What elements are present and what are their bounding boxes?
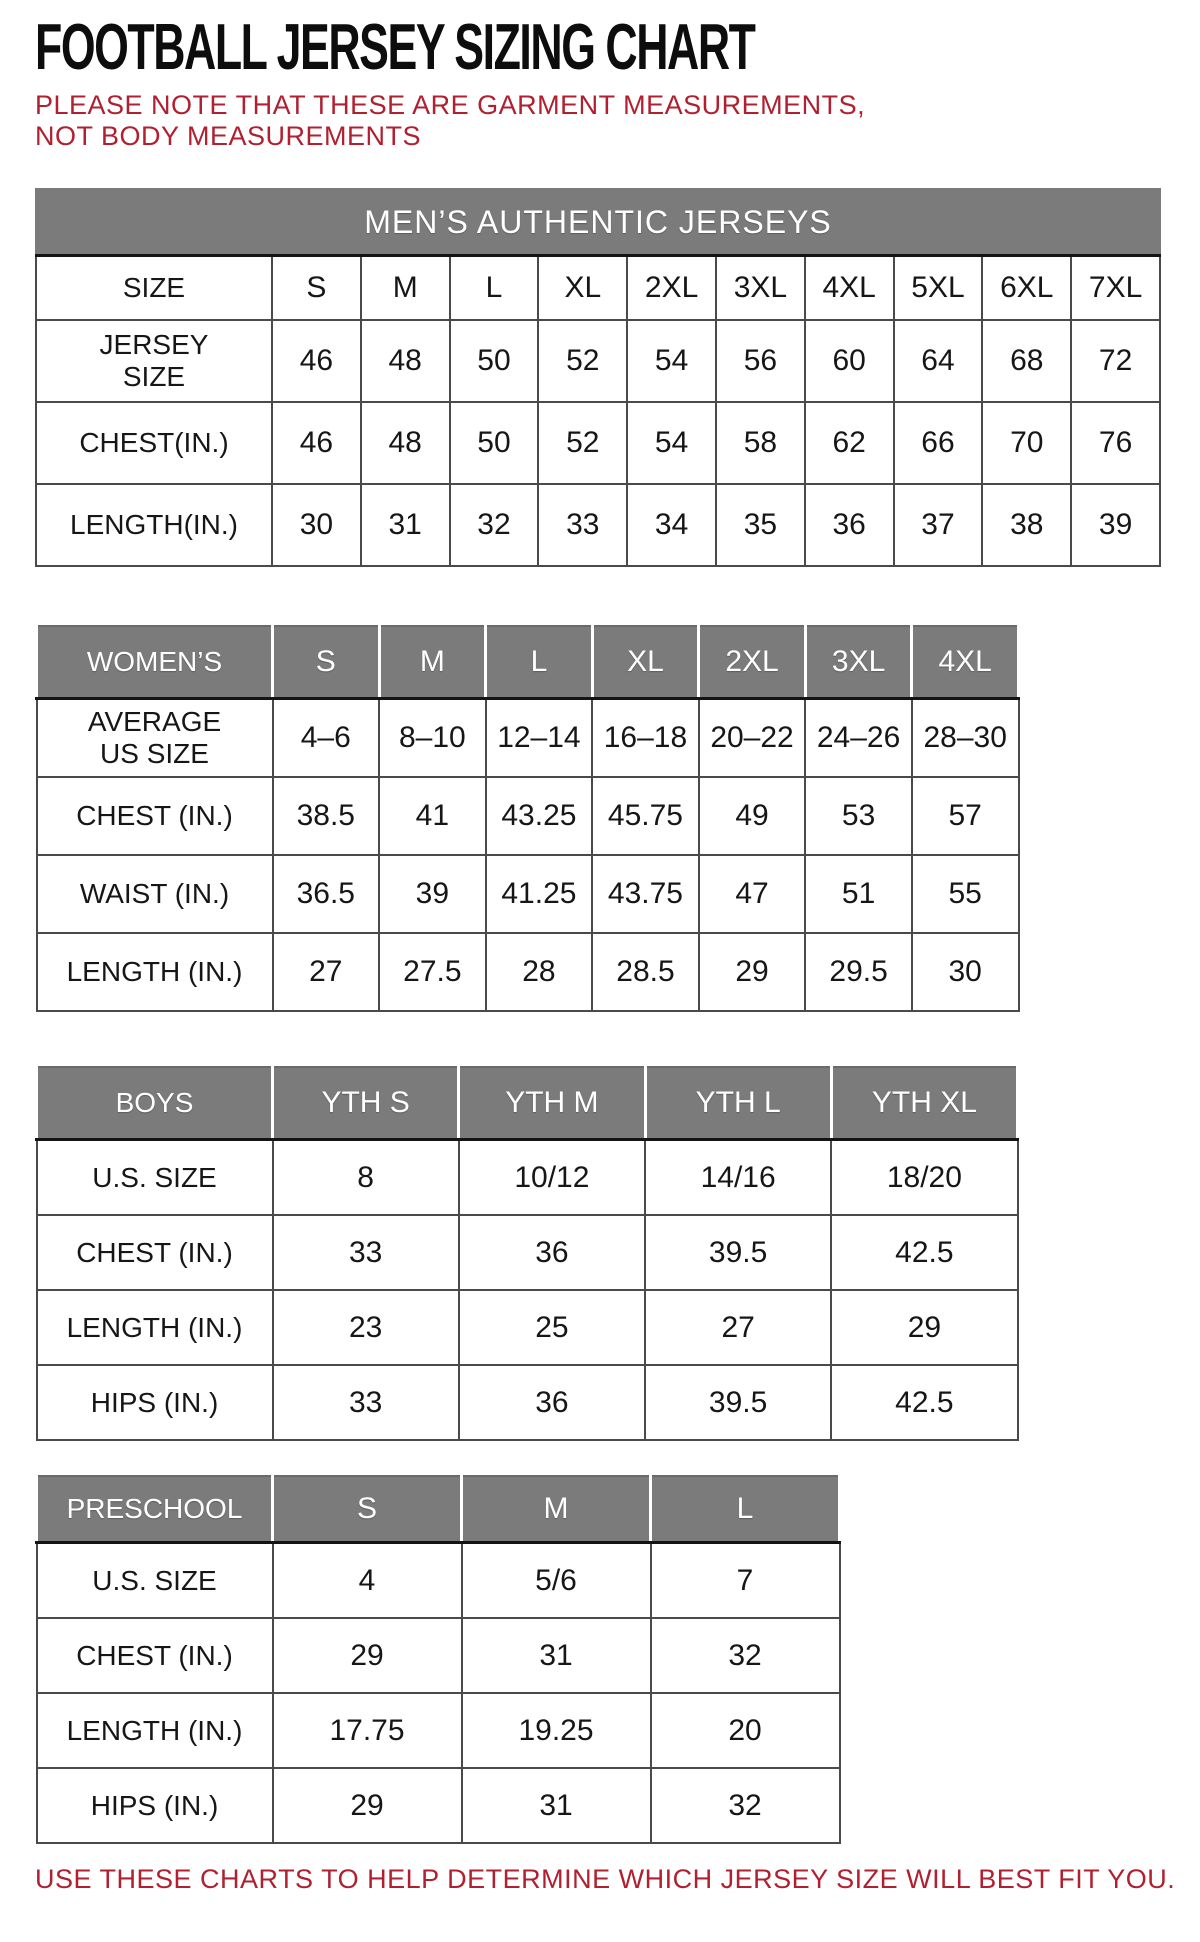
value-cell: 8 (273, 1140, 459, 1216)
column-header: 6XL (982, 256, 1071, 321)
value-cell: 51 (805, 855, 912, 933)
value-cell: 19.25 (462, 1693, 651, 1768)
value-cell: 31 (361, 484, 450, 566)
table-row (37, 855, 1019, 933)
value-cell: 70 (982, 402, 1071, 484)
table-row (37, 1215, 1018, 1290)
column-header: YTH M (459, 1067, 645, 1140)
preschool-table (35, 1475, 841, 1844)
table-row (36, 320, 1160, 402)
value-cell: 47 (699, 855, 806, 933)
value-cell: 27 (273, 933, 380, 1011)
column-header: M (361, 256, 450, 321)
value-cell: 4 (273, 1543, 462, 1619)
value-cell: 36 (459, 1365, 645, 1440)
value-cell: 54 (627, 320, 716, 402)
value-cell: 39.5 (645, 1365, 831, 1440)
column-header: S (273, 1476, 462, 1543)
row-label: LENGTH (IN.) (37, 1693, 273, 1768)
value-cell: 36 (805, 484, 894, 566)
row-label: LENGTH (IN.) (37, 1290, 273, 1365)
value-cell: 30 (272, 484, 361, 566)
value-cell: 18/20 (831, 1140, 1017, 1216)
boys-header-label: BOYS (37, 1067, 273, 1140)
row-label: WAIST (IN.) (37, 855, 273, 933)
value-cell: 29 (273, 1618, 462, 1693)
value-cell: 4–6 (273, 699, 380, 778)
table-row (37, 1768, 840, 1843)
value-cell: 52 (538, 320, 627, 402)
column-header: 5XL (894, 256, 983, 321)
column-header: YTH XL (831, 1067, 1017, 1140)
mens-authentic-jerseys-title-row (36, 189, 1160, 256)
row-label: U.S. SIZE (37, 1140, 273, 1216)
page-title-text: FOOTBALL JERSEY SIZING CHART (35, 11, 755, 84)
preschool-header-label: PRESCHOOL (37, 1476, 273, 1543)
value-cell: 35 (716, 484, 805, 566)
value-cell: 31 (462, 1618, 651, 1693)
column-header: 3XL (716, 256, 805, 321)
value-cell: 72 (1071, 320, 1160, 402)
column-header: 4XL (912, 626, 1019, 699)
value-cell: 60 (805, 320, 894, 402)
value-cell: 32 (651, 1768, 840, 1843)
value-cell: 64 (894, 320, 983, 402)
value-cell: 24–26 (805, 699, 912, 778)
value-cell: 5/6 (462, 1543, 651, 1619)
row-label: LENGTH(IN.) (36, 484, 272, 566)
column-header: 7XL (1071, 256, 1160, 321)
column-header: YTH L (645, 1067, 831, 1140)
value-cell: 48 (361, 402, 450, 484)
value-cell: 37 (894, 484, 983, 566)
column-header: S (272, 256, 361, 321)
preschool-header-row (37, 1476, 840, 1543)
value-cell: 42.5 (831, 1215, 1017, 1290)
value-cell: 31 (462, 1768, 651, 1843)
column-header: L (651, 1476, 840, 1543)
value-cell: 27.5 (379, 933, 486, 1011)
value-cell: 76 (1071, 402, 1160, 484)
table-row (36, 484, 1160, 566)
value-cell: 55 (912, 855, 1019, 933)
row-label: U.S. SIZE (37, 1543, 273, 1619)
value-cell: 32 (450, 484, 539, 566)
column-header: 4XL (805, 256, 894, 321)
mens-authentic-jerseys-header-row (36, 256, 1160, 321)
value-cell: 28.5 (592, 933, 699, 1011)
value-cell: 29.5 (805, 933, 912, 1011)
table-row (36, 402, 1160, 484)
value-cell: 56 (716, 320, 805, 402)
row-label: AVERAGE US SIZE (37, 699, 273, 778)
value-cell: 20 (651, 1693, 840, 1768)
garment-measurement-note: PLEASE NOTE THAT THESE ARE GARMENT MEASUREMENTS, NOT BODY MEASUREMENTS (35, 90, 866, 151)
boys-header-row (37, 1067, 1018, 1140)
value-cell: 50 (450, 402, 539, 484)
row-label: CHEST (IN.) (37, 1215, 273, 1290)
table-row (37, 933, 1019, 1011)
table-row (37, 1290, 1018, 1365)
value-cell: 23 (273, 1290, 459, 1365)
value-cell: 30 (912, 933, 1019, 1011)
value-cell: 36 (459, 1215, 645, 1290)
value-cell: 43.75 (592, 855, 699, 933)
table-row (37, 1543, 840, 1619)
column-header: 2XL (627, 256, 716, 321)
womens-header-label: WOMEN’S (37, 626, 273, 699)
value-cell: 10/12 (459, 1140, 645, 1216)
row-label: HIPS (IN.) (37, 1365, 273, 1440)
value-cell: 50 (450, 320, 539, 402)
value-cell: 42.5 (831, 1365, 1017, 1440)
value-cell: 28–30 (912, 699, 1019, 778)
table-row (37, 777, 1019, 855)
womens-table (35, 625, 1020, 1012)
value-cell: 36.5 (273, 855, 380, 933)
footer-note: USE THESE CHARTS TO HELP DETERMINE WHICH JERSEY SIZE WILL BEST FIT YOU. (35, 1864, 1176, 1894)
value-cell: 41 (379, 777, 486, 855)
row-label: CHEST (IN.) (37, 777, 273, 855)
column-header: M (462, 1476, 651, 1543)
mens-sizing-table-section (35, 188, 1200, 567)
value-cell: 66 (894, 402, 983, 484)
table-row (37, 1140, 1018, 1216)
value-cell: 12–14 (486, 699, 593, 778)
table-row (37, 1693, 840, 1768)
value-cell: 39.5 (645, 1215, 831, 1290)
value-cell: 39 (1071, 484, 1160, 566)
column-header: YTH S (273, 1067, 459, 1140)
value-cell: 14/16 (645, 1140, 831, 1216)
value-cell: 52 (538, 402, 627, 484)
boys-table (35, 1066, 1019, 1441)
column-header: M (379, 626, 486, 699)
value-cell: 29 (273, 1768, 462, 1843)
row-label: JERSEY SIZE (36, 320, 272, 402)
value-cell: 28 (486, 933, 593, 1011)
value-cell: 38.5 (273, 777, 380, 855)
value-cell: 8–10 (379, 699, 486, 778)
value-cell: 62 (805, 402, 894, 484)
value-cell: 33 (273, 1365, 459, 1440)
womens-header-row (37, 626, 1019, 699)
preschool-sizing-table-section (35, 1475, 1200, 1844)
value-cell: 54 (627, 402, 716, 484)
value-cell: 27 (645, 1290, 831, 1365)
row-label: LENGTH (IN.) (37, 933, 273, 1011)
value-cell: 17.75 (273, 1693, 462, 1768)
column-header: XL (538, 256, 627, 321)
value-cell: 53 (805, 777, 912, 855)
value-cell: 29 (699, 933, 806, 1011)
table-row (37, 699, 1019, 778)
column-header: S (273, 626, 380, 699)
value-cell: 46 (272, 402, 361, 484)
row-label: HIPS (IN.) (37, 1768, 273, 1843)
value-cell: 25 (459, 1290, 645, 1365)
column-header: 3XL (805, 626, 912, 699)
value-cell: 43.25 (486, 777, 593, 855)
value-cell: 33 (273, 1215, 459, 1290)
value-cell: 49 (699, 777, 806, 855)
column-header: L (486, 626, 593, 699)
mens-authentic-jerseys-header-label: SIZE (36, 256, 272, 321)
value-cell: 16–18 (592, 699, 699, 778)
womens-sizing-table-section (35, 625, 1200, 1012)
value-cell: 45.75 (592, 777, 699, 855)
column-header: L (450, 256, 539, 321)
mens-authentic-jerseys-table (35, 188, 1161, 567)
mens-authentic-jerseys-title: MEN’S AUTHENTIC JERSEYS (36, 189, 1160, 256)
value-cell: 29 (831, 1290, 1017, 1365)
row-label: CHEST (IN.) (37, 1618, 273, 1693)
value-cell: 58 (716, 402, 805, 484)
table-row (37, 1618, 840, 1693)
value-cell: 38 (982, 484, 1071, 566)
value-cell: 7 (651, 1543, 840, 1619)
table-row (37, 1365, 1018, 1440)
value-cell: 39 (379, 855, 486, 933)
column-header: 2XL (699, 626, 806, 699)
value-cell: 20–22 (699, 699, 806, 778)
value-cell: 48 (361, 320, 450, 402)
value-cell: 32 (651, 1618, 840, 1693)
value-cell: 41.25 (486, 855, 593, 933)
column-header: XL (592, 626, 699, 699)
value-cell: 34 (627, 484, 716, 566)
value-cell: 57 (912, 777, 1019, 855)
boys-sizing-table-section (35, 1066, 1200, 1441)
value-cell: 46 (272, 320, 361, 402)
row-label: CHEST(IN.) (36, 402, 272, 484)
value-cell: 68 (982, 320, 1071, 402)
value-cell: 33 (538, 484, 627, 566)
page-title (35, 11, 1200, 84)
